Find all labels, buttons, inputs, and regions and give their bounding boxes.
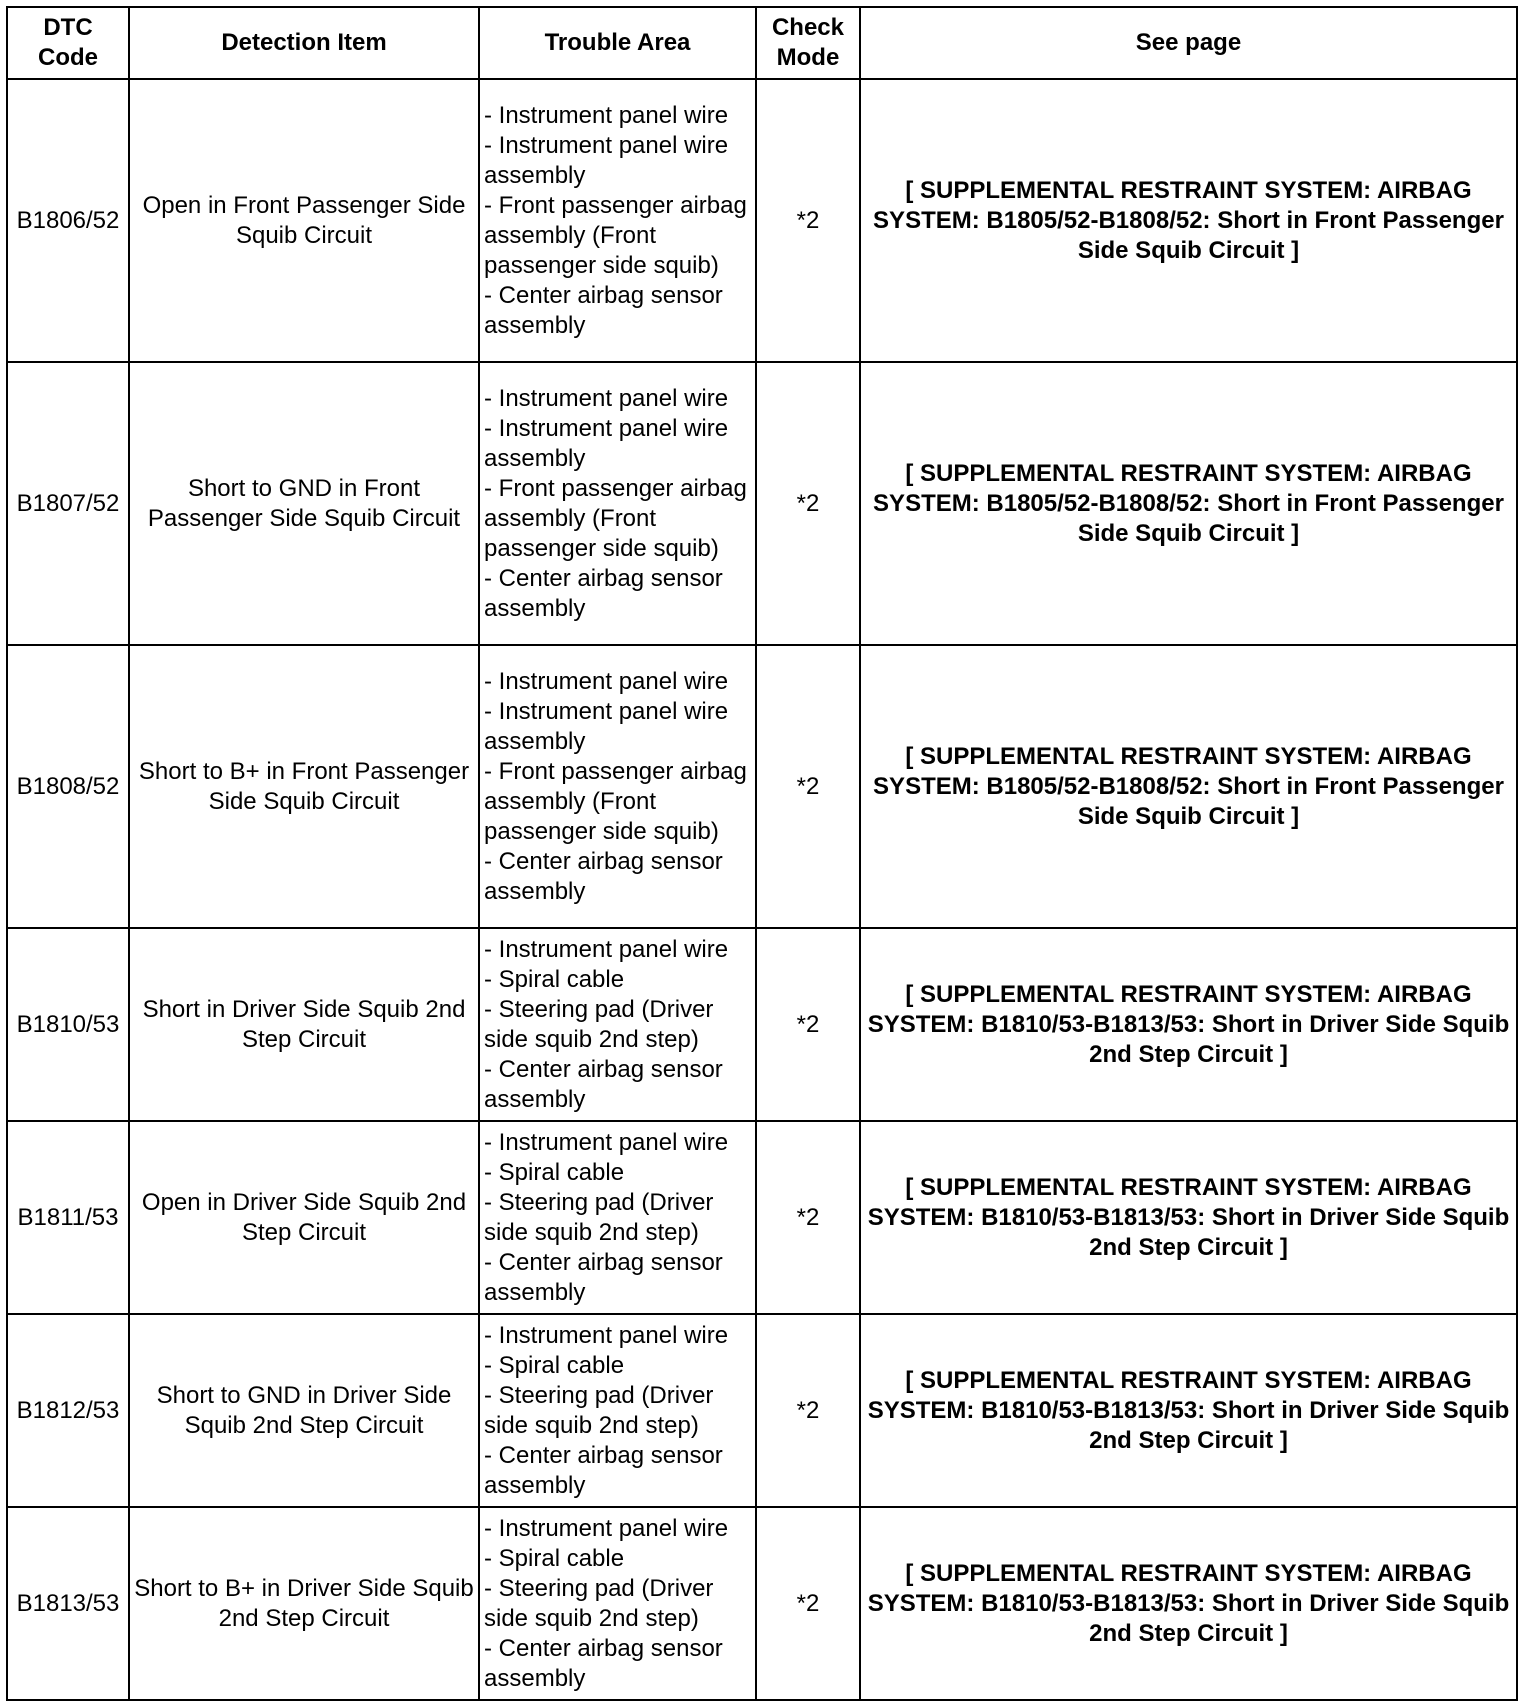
table-row [7,928,1517,1121]
trouble-area-cell: - Instrument panel wire - Spiral cable - Steering pad (Driver side squib 2nd step) - Center airbag sensor assembly [479,1507,756,1700]
dtc-code-cell: B1810/53 [7,928,129,1121]
header-detection-item: Detection Item [129,7,479,79]
table-row [7,1507,1517,1700]
check-mode-cell: *2 [756,79,860,362]
header-check-mode: Check Mode [756,7,860,79]
detection-item-cell: Short to GND in Front Passenger Side Squib Circuit [129,362,479,645]
table-header-row [7,7,1517,79]
see-page-link[interactable]: [ SUPPLEMENTAL RESTRAINT SYSTEM: AIRBAG SYSTEM: B1805/52-B1808/52: Short in Front Passenger Side Squib Circuit ] [860,645,1517,928]
trouble-area-cell: - Instrument panel wire - Spiral cable - Steering pad (Driver side squib 2nd step) - Center airbag sensor assembly [479,1314,756,1507]
detection-item-cell: Short to B+ in Front Passenger Side Squib Circuit [129,645,479,928]
trouble-area-cell: - Instrument panel wire - Instrument panel wire assembly - Front passenger airbag assembly (Front passenger side squib) - Center airbag sensor assembly [479,645,756,928]
table-row [7,79,1517,362]
check-mode-cell: *2 [756,928,860,1121]
see-page-link[interactable]: [ SUPPLEMENTAL RESTRAINT SYSTEM: AIRBAG SYSTEM: B1810/53-B1813/53: Short in Driver Side Squib 2nd Step Circuit ] [860,928,1517,1121]
dtc-table [6,6,1518,1701]
see-page-link[interactable]: [ SUPPLEMENTAL RESTRAINT SYSTEM: AIRBAG SYSTEM: B1805/52-B1808/52: Short in Front Passenger Side Squib Circuit ] [860,362,1517,645]
dtc-code-cell: B1813/53 [7,1507,129,1700]
table-row [7,1121,1517,1314]
trouble-area-cell: - Instrument panel wire - Instrument panel wire assembly - Front passenger airbag assembly (Front passenger side squib) - Center airbag sensor assembly [479,362,756,645]
see-page-link[interactable]: [ SUPPLEMENTAL RESTRAINT SYSTEM: AIRBAG SYSTEM: B1805/52-B1808/52: Short in Front Passenger Side Squib Circuit ] [860,79,1517,362]
check-mode-cell: *2 [756,1121,860,1314]
header-trouble-area: Trouble Area [479,7,756,79]
trouble-area-cell: - Instrument panel wire - Instrument panel wire assembly - Front passenger airbag assembly (Front passenger side squib) - Center airbag sensor assembly [479,79,756,362]
dtc-code-cell: B1811/53 [7,1121,129,1314]
dtc-code-cell: B1807/52 [7,362,129,645]
dtc-code-cell: B1806/52 [7,79,129,362]
detection-item-cell: Short in Driver Side Squib 2nd Step Circuit [129,928,479,1121]
table-row [7,1314,1517,1507]
detection-item-cell: Open in Driver Side Squib 2nd Step Circuit [129,1121,479,1314]
check-mode-cell: *2 [756,1507,860,1700]
see-page-link[interactable]: [ SUPPLEMENTAL RESTRAINT SYSTEM: AIRBAG SYSTEM: B1810/53-B1813/53: Short in Driver Side Squib 2nd Step Circuit ] [860,1314,1517,1507]
header-see-page: See page [860,7,1517,79]
table-row [7,362,1517,645]
detection-item-cell: Short to B+ in Driver Side Squib 2nd Step Circuit [129,1507,479,1700]
dtc-code-cell: B1808/52 [7,645,129,928]
detection-item-cell: Open in Front Passenger Side Squib Circuit [129,79,479,362]
trouble-area-cell: - Instrument panel wire - Spiral cable - Steering pad (Driver side squib 2nd step) - Center airbag sensor assembly [479,928,756,1121]
detection-item-cell: Short to GND in Driver Side Squib 2nd Step Circuit [129,1314,479,1507]
see-page-link[interactable]: [ SUPPLEMENTAL RESTRAINT SYSTEM: AIRBAG SYSTEM: B1810/53-B1813/53: Short in Driver Side Squib 2nd Step Circuit ] [860,1507,1517,1700]
see-page-link[interactable]: [ SUPPLEMENTAL RESTRAINT SYSTEM: AIRBAG SYSTEM: B1810/53-B1813/53: Short in Driver Side Squib 2nd Step Circuit ] [860,1121,1517,1314]
header-dtc-code: DTC Code [7,7,129,79]
check-mode-cell: *2 [756,1314,860,1507]
check-mode-cell: *2 [756,645,860,928]
check-mode-cell: *2 [756,362,860,645]
table-row [7,645,1517,928]
trouble-area-cell: - Instrument panel wire - Spiral cable - Steering pad (Driver side squib 2nd step) - Center airbag sensor assembly [479,1121,756,1314]
dtc-code-cell: B1812/53 [7,1314,129,1507]
